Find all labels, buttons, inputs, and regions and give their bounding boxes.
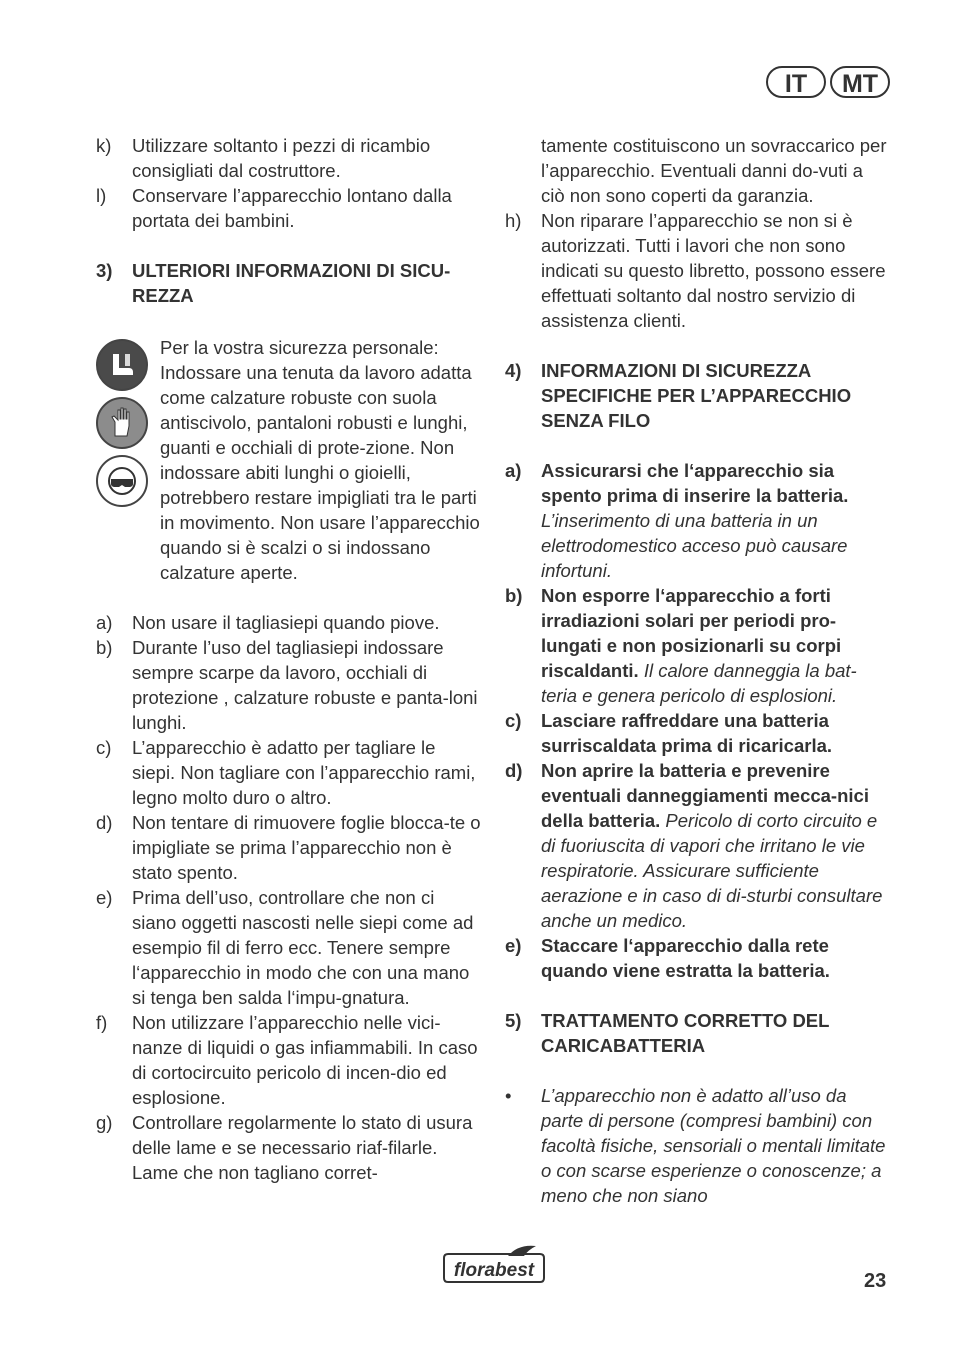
item-text: Non usare il tagliasiepi quando piove.	[132, 612, 440, 633]
item-bold-text: Non aprire la batteria e prevenire eventuali danneggiamenti mecca-nici della batteria.	[541, 760, 869, 831]
heading-number: 4)	[505, 360, 522, 381]
item-label: a)	[96, 612, 113, 633]
heading-title: INFORMAZIONI DI SICUREZZA SPECIFICHE PER L’APPARECCHIO SENZA FILO	[541, 360, 852, 431]
list-item	[505, 208, 891, 333]
list-item	[96, 183, 482, 233]
item-text: L’apparecchio è adatto per tagliare le siepi. Non tagliare con l’apparecchio rami, legno molto duro o altro.	[132, 737, 476, 808]
heading-number: 5)	[505, 1010, 522, 1031]
list-item	[96, 635, 482, 735]
item-bold-text: Staccare l‘apparecchio dalla rete quando viene estratta la batteria.	[541, 935, 830, 981]
list-item	[96, 133, 482, 183]
list-item-continuation	[505, 133, 891, 208]
item-bold-text: Assicurarsi che l‘apparecchio sia spento prima di inserire la batteria.	[541, 460, 849, 506]
item-text: L’apparecchio non è adatto all’uso da parte di persone (compresi bambini) con facoltà fisiche, sensoriali o mentali limitate o con scarse esperienze o conoscenze; a meno che non siano	[541, 1085, 886, 1206]
item-text: Non utilizzare l’apparecchio nelle vici-nanze di liquidi o gas infiammabili. In caso di cortocircuito pericolo di incen-dio ed esplosione.	[132, 1012, 478, 1108]
item-label: k)	[96, 135, 112, 156]
item-italic-text: Il calore danneggia la bat-teria e genera pericolo di esplosioni.	[541, 660, 857, 706]
lang-badge-it: IT	[766, 66, 826, 98]
item-text: Controllare regolarmente lo stato di usura delle lame e se necessario riaf-filarle. Lame che non tagliano corret-	[132, 1112, 473, 1183]
item-text: Durante l’uso del tagliasiepi indossare sempre scarpe da lavoro, occhiali di protezione , calzature robuste e panta-loni lunghi.	[132, 637, 478, 733]
item-italic-text: L’inserimento di una batteria in un elettrodomestico acceso può causare infortuni.	[541, 510, 848, 581]
list-item	[505, 933, 891, 983]
heading-title: TRATTAMENTO CORRETTO DEL CARICABATTERIA	[541, 1010, 830, 1056]
item-label: l)	[96, 185, 107, 206]
item-text: Prima dell’uso, controllare che non ci siano oggetti nascosti nelle siepi come ad esempio fil di ferro ecc. Tenere sempre l‘apparecchio in modo che con una mano si tenga ben salda l‘impu-gnatura.	[132, 887, 474, 1008]
item-label: c)	[96, 737, 112, 758]
protective-gloves-icon	[96, 397, 148, 449]
ppe-icons	[96, 339, 160, 585]
lang-badge-mt: MT	[830, 66, 890, 98]
list-item	[96, 735, 482, 810]
list-item	[505, 583, 891, 708]
item-bold-text: Non esporre l‘apparecchio a forti irradiazioni solari per periodi pro-lungati e non posizionarli su corpi riscaldanti.	[541, 585, 842, 681]
left-column	[96, 133, 482, 1185]
list-item	[96, 610, 482, 635]
page-number: 23	[864, 1270, 887, 1292]
heading-number: 3)	[96, 260, 113, 281]
item-label: e)	[505, 935, 522, 956]
item-label: f)	[96, 1012, 108, 1033]
safety-boots-icon	[96, 339, 148, 391]
item-text: Conservare l’apparecchio lontano dalla portata dei bambini.	[132, 185, 452, 231]
heading-title: ULTERIORI INFORMAZIONI DI SICU-REZZA	[132, 260, 451, 306]
item-label: c)	[505, 710, 522, 731]
bullet-mark: •	[505, 1085, 512, 1106]
list-item	[505, 708, 891, 758]
section-heading-3	[96, 258, 482, 308]
list-item	[505, 758, 891, 933]
item-italic-text: Pericolo di corto circuito e di fuoriuscita di vapori che irritano le vie respiratorie. Assicurare sufficiente aerazione e in caso di di-sturbi consultare anche un medico.	[541, 810, 883, 931]
item-label: h)	[505, 210, 522, 231]
florabest-logo	[438, 1244, 550, 1288]
item-label: e)	[96, 887, 113, 908]
item-label: g)	[96, 1112, 113, 1133]
language-badges	[766, 66, 890, 98]
brand-text: florabest	[453, 1260, 535, 1281]
item-text: tamente costituiscono un sovraccarico per l’apparecchio. Eventuali danni do-vuti a ciò non sono coperti da garanzia.	[541, 135, 887, 206]
list-item	[96, 810, 482, 885]
safety-text: Per la vostra sicurezza personale: Indossare una tenuta da lavoro adatta come calzature robuste con suola antiscivolo, pantaloni robusti e lunghi, guanti e occhiali di prote-zione. Non indossare abiti lunghi o gioielli, potrebbero restare impigliati tra le parti in movimento. Non usare l’apparecchio quando si è scalzi o si indossano calzature aperte.	[160, 337, 480, 583]
item-label: d)	[505, 760, 523, 781]
section-heading-4	[505, 358, 891, 433]
personal-safety-block	[96, 335, 482, 585]
item-label: d)	[96, 812, 113, 833]
list-item	[96, 1010, 482, 1110]
item-label: a)	[505, 460, 522, 481]
list-item	[505, 458, 891, 583]
safety-goggles-icon	[96, 455, 148, 507]
item-bold-text: Lasciare raffreddare una batteria surriscaldata prima di ricaricarla.	[541, 710, 833, 756]
item-label: b)	[505, 585, 523, 606]
item-text: Non tentare di rimuovere foglie blocca-te o impigliate se prima l’apparecchio non è stato spento.	[132, 812, 481, 883]
list-item	[96, 1110, 482, 1185]
item-text: Non riparare l’apparecchio se non si è autorizzati. Tutti i lavori che non sono indicati su questo libretto, possono essere effettuati soltanto dal nostro servizio di assistenza clienti.	[541, 210, 886, 331]
section-heading-5	[505, 1008, 891, 1058]
item-text: Utilizzare soltanto i pezzi di ricambio consigliati dal costruttore.	[132, 135, 431, 181]
item-label: b)	[96, 637, 113, 658]
bullet-item	[505, 1083, 891, 1208]
list-item	[96, 885, 482, 1010]
right-column	[505, 133, 891, 1208]
